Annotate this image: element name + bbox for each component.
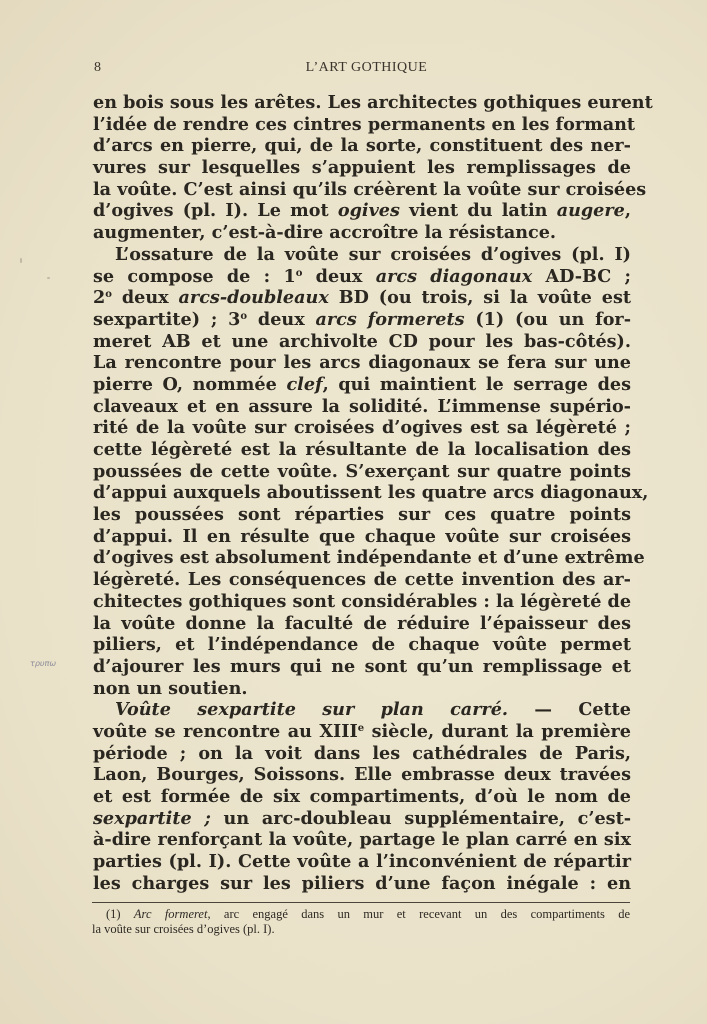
text-line [93,461,631,483]
text-line [93,873,631,895]
text-line [93,266,631,288]
text-line [93,634,631,656]
italic-term: arcs-doubleaux [178,287,329,309]
text-run: poussées de cette voûte. S’exerçant sur quatre points [93,460,631,482]
text-run: à-dire renforçant la voûte, partage le plan carré en six [93,829,631,851]
body-text [93,92,653,894]
superscript: o [240,310,248,322]
text-line [93,569,631,591]
text-run: sexpartite) ; 3 [93,308,241,330]
text-line [93,396,631,418]
text-run: vures sur lesquelles s’appuient les remplissages de [93,157,631,179]
text-line [93,178,647,201]
text-run: , arc engagé dans un mur et recevant un des compartiments de [207,907,631,921]
text-run: voûte se rencontre au XIII [93,720,358,742]
text-run: d’ajourer les murs qui ne sont qu’un remplissage et [93,655,631,677]
text-line [93,656,631,678]
text-run: , qui maintient le serrage des [322,373,631,395]
text-run: La rencontre pour les arcs diagonaux se fera sur une [93,352,631,374]
text-run: en bois sous les arêtes. Les architectes gothiques eurent [93,92,653,113]
text-run: L’ossature de la voûte sur croisées d’ogives (pl. I) [115,243,631,265]
text-run: 2 [93,287,106,309]
text-line [93,591,631,613]
text-line [93,699,631,721]
footnote [92,907,630,936]
italic-term: clef [286,373,323,395]
text-line [93,764,631,786]
text-run: les charges sur les piliers d’une façon inégale : en [93,872,631,894]
text-line [93,808,631,830]
text-run: d’arcs en pierre, qui, de la sorte, constituent des ner- [93,135,631,157]
text-run: période ; on la voit dans les cathédrales de Paris, [93,742,631,764]
text-run: se compose de : 1 [93,265,296,287]
text-run: la voûte. C’est ainsi qu’ils créèrent la voûte sur croisées [93,178,647,200]
text-run: l’idée de rendre ces cintres permanents en les formant [93,113,636,135]
italic-term: augere [556,200,625,222]
text-line [93,244,631,266]
text-run: — Cette [508,699,631,721]
text-run: deux [302,265,376,287]
text-run: pierre O, nommée [93,373,287,395]
text-run: rité de la voûte sur croisées d’ogives est sa légèreté ; [93,417,631,439]
text-line [93,287,631,309]
text-run: deux [247,308,316,330]
text-line [93,331,631,353]
text-line [93,113,636,136]
text-line [93,786,631,808]
text-run: siècle, durant la première [364,720,631,742]
text-run: un arc-doubleau supplémentaire, c’est- [210,807,631,829]
italic-term: sexpartite ; [93,807,211,829]
text-run: légèreté. Les conséquences de cette invention des ar- [93,569,631,591]
text-run: claveaux et en assure la solidité. L’immense supério- [93,395,631,417]
text-run: cette légèreté est la résultante de la localisation des [93,439,631,460]
text-line [93,547,645,569]
footnote-divider [92,902,630,903]
text-run: la voûte sur croisées d’ogives (pl. I). [92,921,275,936]
running-head [94,60,639,80]
text-line [93,526,631,548]
superscript: e [357,722,365,734]
italic-term: Voûte sexpartite sur plan carré. [115,699,509,721]
text-line [92,907,630,922]
text-line [93,439,631,461]
italic-term: ogives [337,200,400,222]
text-run: d’appui auxquels aboutissent les quatre arcs diagonaux, [93,482,649,504]
text-line [93,352,631,374]
text-line [92,922,630,937]
text-run: meret AB et une archivolte CD pour les bas-côtés). [93,330,631,352]
text-run: d’appui. Il en résulte que chaque voûte sur croisées [93,525,631,547]
text-line [93,482,649,504]
text-line [93,743,631,765]
text-line [93,157,631,179]
superscript: o [105,289,112,301]
italic-term: arcs formerets [315,308,465,330]
text-run: deux [111,287,179,309]
italic-term: arcs diagonaux [375,265,533,287]
text-line [93,613,631,635]
text-line [93,721,631,743]
text-line [93,135,631,157]
text-line [93,92,653,114]
paper-speck [47,277,50,279]
page-number: 8 [94,60,101,75]
text-line [93,200,631,222]
text-line [93,374,631,396]
text-run: (1) (ou un for- [464,308,632,330]
text-run: d’ogives (pl. I). Le mot [93,200,338,222]
italic-term: Arc formeret [133,907,208,921]
running-title: L’ART GOTHIQUE [305,60,428,75]
text-line [93,829,631,851]
text-run: chitectes gothiques sont considérables : la légèreté de [93,590,632,612]
superscript: o [295,267,303,279]
text-run: les poussées sont réparties sur ces quatre points [93,504,631,526]
text-run: piliers, et l’indépendance de chaque voûte permet [93,634,631,656]
text-run: augmenter, c’est-à-dire accroître la résistance. [93,222,557,244]
text-run: Laon, Bourges, Soissons. Elle embrasse deux travées [93,764,631,786]
text-run: (1) [106,907,134,921]
text-line [93,309,631,331]
text-run: et est formée de six compartiments, d’où le nom de [93,786,631,807]
paper-speck [20,258,22,263]
text-line [93,678,631,700]
text-run: vient du latin [399,200,557,222]
text-run: la voûte donne la faculté de réduire l’épaisseur des [93,612,631,634]
text-line [93,504,631,526]
text-run: d’ogives est absolument indépendante et d’une extrême [93,547,645,569]
text-run: BD (ou trois, si la voûte est [328,287,631,309]
text-line [93,851,631,873]
text-run: , [624,200,631,222]
text-line [93,222,631,244]
text-run: non un soutien. [93,677,248,699]
text-run: parties (pl. I). Cette voûte a l’inconvénient de répartir [93,851,631,873]
margin-pencil-note: τρυπω [30,659,57,668]
text-line [93,417,631,439]
text-run: AD-BC ; [532,265,632,287]
